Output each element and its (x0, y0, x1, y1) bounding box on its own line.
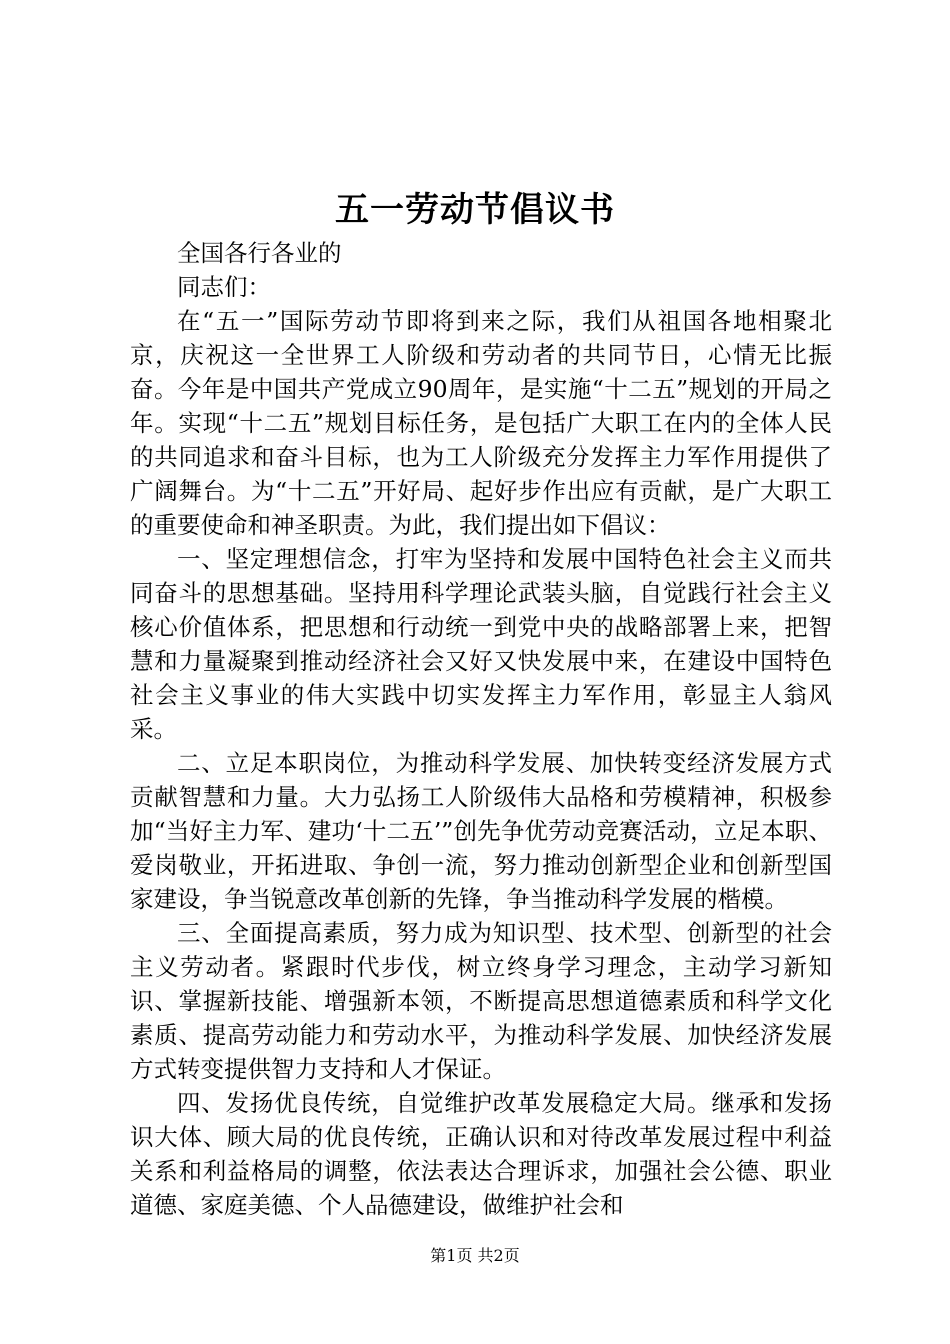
paragraph-proposal-2: 二、立足本职岗位，为推动科学发展、加快转变经济发展方式贡献智慧和力量。大力弘扬工人阶级伟大品格和劳模精神，积极参加“当好主力军、建功‘十二五’”创先争优劳动竞赛活动，立足本职、爱岗敬业，开拓进取、争创一流，努力推动创新型企业和创新型国家建设，争当锐意改革创新的先锋，争当推动科学发展的楷模。 (130, 749, 832, 913)
document-title: 五一劳动节倡议书 (335, 190, 615, 230)
paragraph-proposal-1: 一、坚定理想信念，打牢为坚持和发展中国特色社会主义而共同奋斗的思想基础。坚持用科学理论武装头脑，自觉践行社会主义核心价值体系，把思想和行动统一到党中央的战略部署上来，把智慧和力量凝聚到推动经济社会又好又快发展中来，在建设中国特色社会主义事业的伟大实践中切实发挥主力军作用，彰显主人翁风采。 (130, 545, 832, 743)
paragraph-proposal-3: 三、全面提高素质，努力成为知识型、技术型、创新型的社会主义劳动者。紧跟时代步伐，树立终身学习理念，主动学习新知识、掌握新技能、增强新本领，不断提高思想道德素质和科学文化素质、提高劳动能力和劳动水平，为推动科学发展、加快经济发展方式转变提供智力支持和人才保证。 (130, 919, 832, 1083)
page-number-footer: 第1页 共2页 (430, 1246, 520, 1265)
paragraph-proposal-4: 四、发扬优良传统，自觉维护改革发展稳定大局。继承和发扬识大体、顾大局的优良传统，正确认识和对待改革发展过程中利益关系和利益格局的调整，依法表达合理诉求，加强社会公德、职业道德、家庭美德、个人品德建设，做维护社会和 (130, 1089, 832, 1219)
salutation-line-1: 全国各行各业的 (177, 239, 342, 267)
document-body (130, 236, 832, 1222)
salutation-line-2: 同志们： (177, 273, 271, 301)
paragraph-intro: 在“五一”国际劳动节即将到来之际，我们从祖国各地相聚北京，庆祝这一全世界工人阶级和劳动者的共同节日，心情无比振奋。今年是中国共产党成立90周年，是实施“十二五”规划的开局之年。实现“十二五”规划目标任务，是包括广大职工在内的全体人民的共同追求和奋斗目标，也为工人阶级充分发挥主力军作用提供了广阔舞台。为“十二五”开好局、起好步作出应有贡献，是广大职工的重要使命和神圣职责。为此，我们提出如下倡议： (130, 307, 832, 539)
